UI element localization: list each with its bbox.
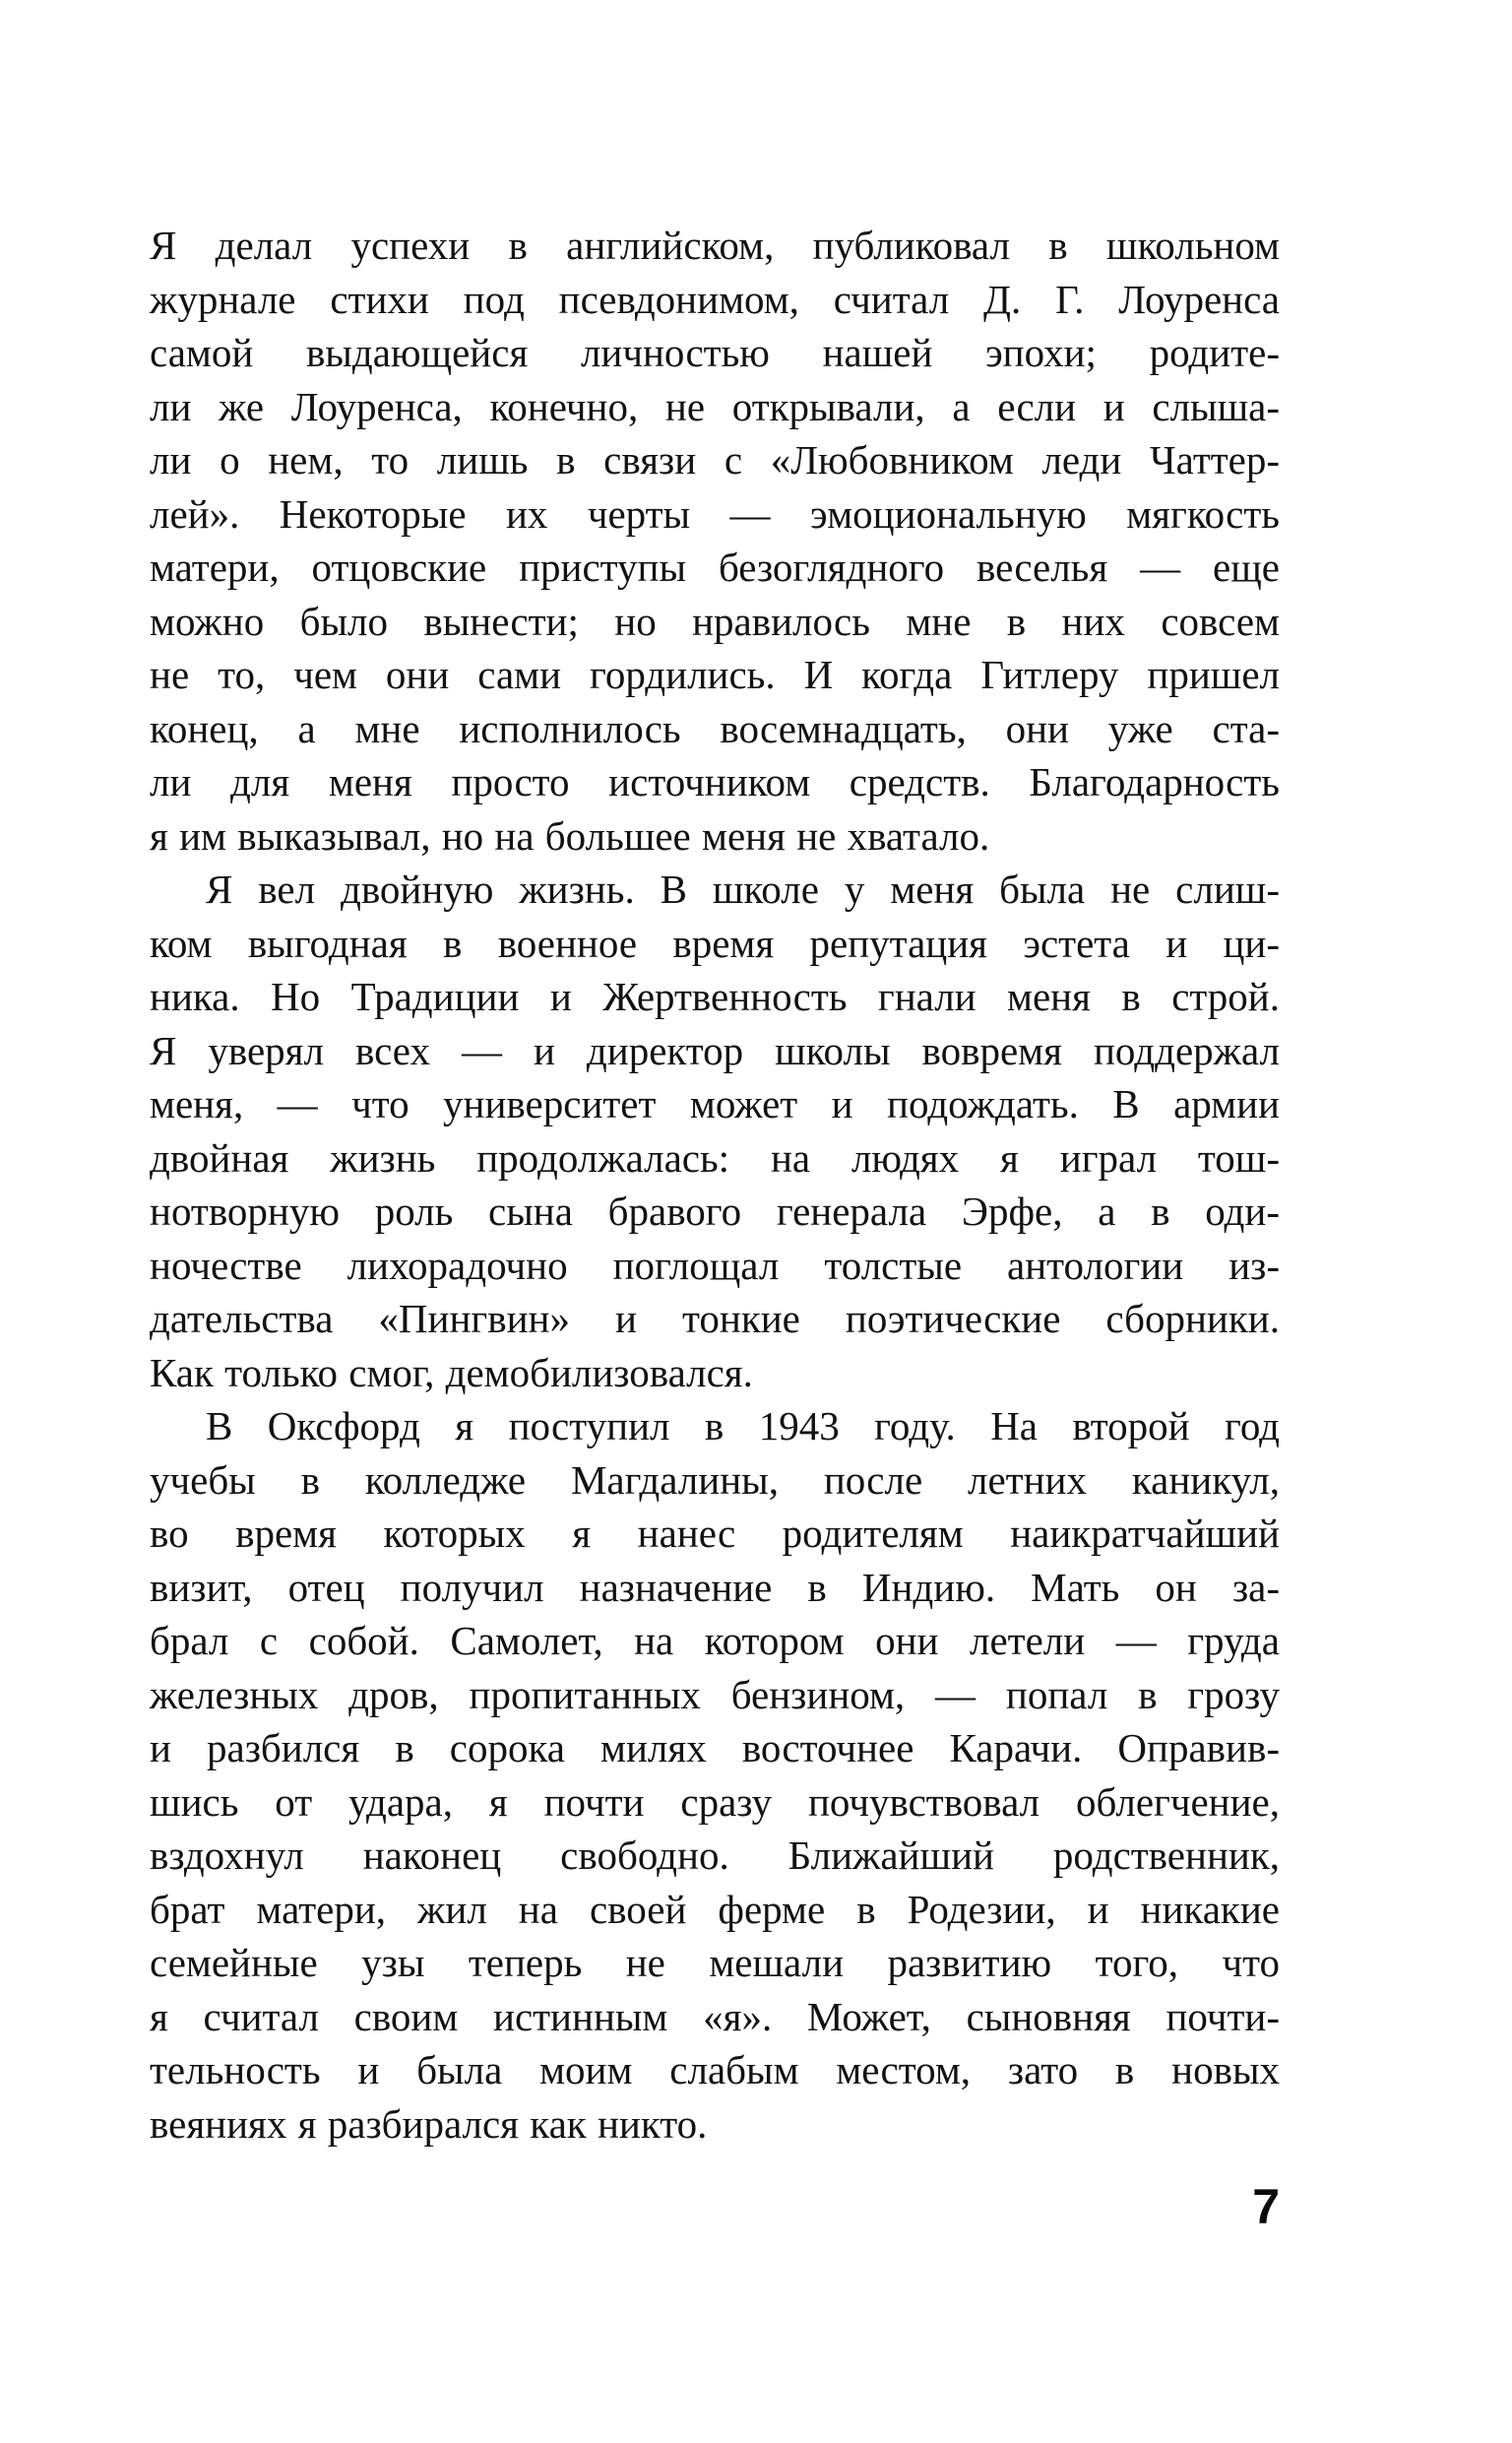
text-line: лей». Некоторые их черты — эмоциональную мягкость [150,490,1280,537]
text-line: дательства «Пингвин» и тонкие поэтические сборники. [150,1296,1280,1341]
text-line: во время которых я нанес родителям наикратчайший [150,1511,1280,1556]
text-line: журнале стихи под псевдонимом, считал Д. Г. Лоуренса [150,276,1280,322]
text-line: Я вел двойную жизнь. В школе у меня была не слиш- [206,867,1280,912]
paragraph [150,863,1280,1399]
text-line: меня, — что университет может и подождать. В армии [150,1081,1280,1126]
paragraph [150,1399,1280,2151]
text-line: тельность и была моим слабым местом, зато в новых [150,2047,1280,2092]
text-line: Как только смог, демобилизовался. [150,1349,753,1395]
text-line: брат матери, жил на своей ферме в Родезии, и никакие [150,1886,1280,1932]
text-line: двойная жизнь продолжалась: на людях я играл тош- [150,1134,1280,1181]
text-line: ли же Лоуренса, конечно, не открывали, а если и слыша- [150,383,1280,429]
text-block [150,219,1280,2151]
text-line: визит, отец получил назначение в Индию. Мать он за- [150,1564,1280,1610]
text-line: В Оксфорд я поступил в 1943 году. На второй год [206,1403,1280,1448]
text-line: и разбился в сорока милях восточнее Карачи. Оправив- [150,1725,1280,1770]
text-line: я им выказывал, но на большее меня не хватало. [150,812,990,859]
text-line: веяниях я разбирался как никто. [150,2100,708,2147]
text-line: не то, чем они сами гордились. И когда Гитлеру пришел [150,652,1280,697]
text-line: можно было вынести; но нравилось мне в них совсем [150,598,1280,644]
text-line: ли для меня просто источником средств. Благодарность [150,759,1280,804]
text-line: учебы в колледже Магдалины, после летних каникул, [150,1456,1280,1503]
text-line: ли о нем, то лишь в связи с «Любовником леди Чаттер- [150,437,1280,482]
page-number: 7 [1252,2179,1280,2234]
text-line: ком выгодная в военное время репутация эстета и ци- [150,920,1280,966]
text-line: Я делал успехи в английском, публиковал в школьном [150,223,1280,268]
text-line: вздохнул наконец свободно. Ближайший родственник, [150,1832,1280,1878]
text-line: Я уверял всех — и директор школы вовремя поддержал [150,1027,1280,1073]
text-line: матери, отцовские приступы безоглядного веселья — еще [150,545,1280,590]
paragraph [150,219,1280,863]
text-line: нотворную роль сына бравого генерала Эрфе, а в оди- [150,1189,1280,1234]
text-line: я считал своим истинным «я». Может, сыновняя почти- [150,1993,1280,2039]
text-line: конец, а мне исполнилось восемнадцать, они уже ста- [150,705,1280,751]
text-line: шись от удара, я почти сразу почувствовал облегчение, [150,1778,1280,1825]
text-line: самой выдающейся личностью нашей эпохи; родите- [150,330,1280,375]
text-line: ника. Но Традиции и Жертвенность гнали меня в строй. [150,974,1280,1019]
text-line: железных дров, пропитанных бензином, — попал в грозу [150,1671,1280,1717]
text-line: ночестве лихорадочно поглощал толстые антологии из- [150,1242,1280,1288]
text-line: семейные узы теперь не мешали развитию того, что [150,1940,1280,1985]
text-line: брал с собой. Самолет, на котором они летели — груда [150,1618,1280,1663]
